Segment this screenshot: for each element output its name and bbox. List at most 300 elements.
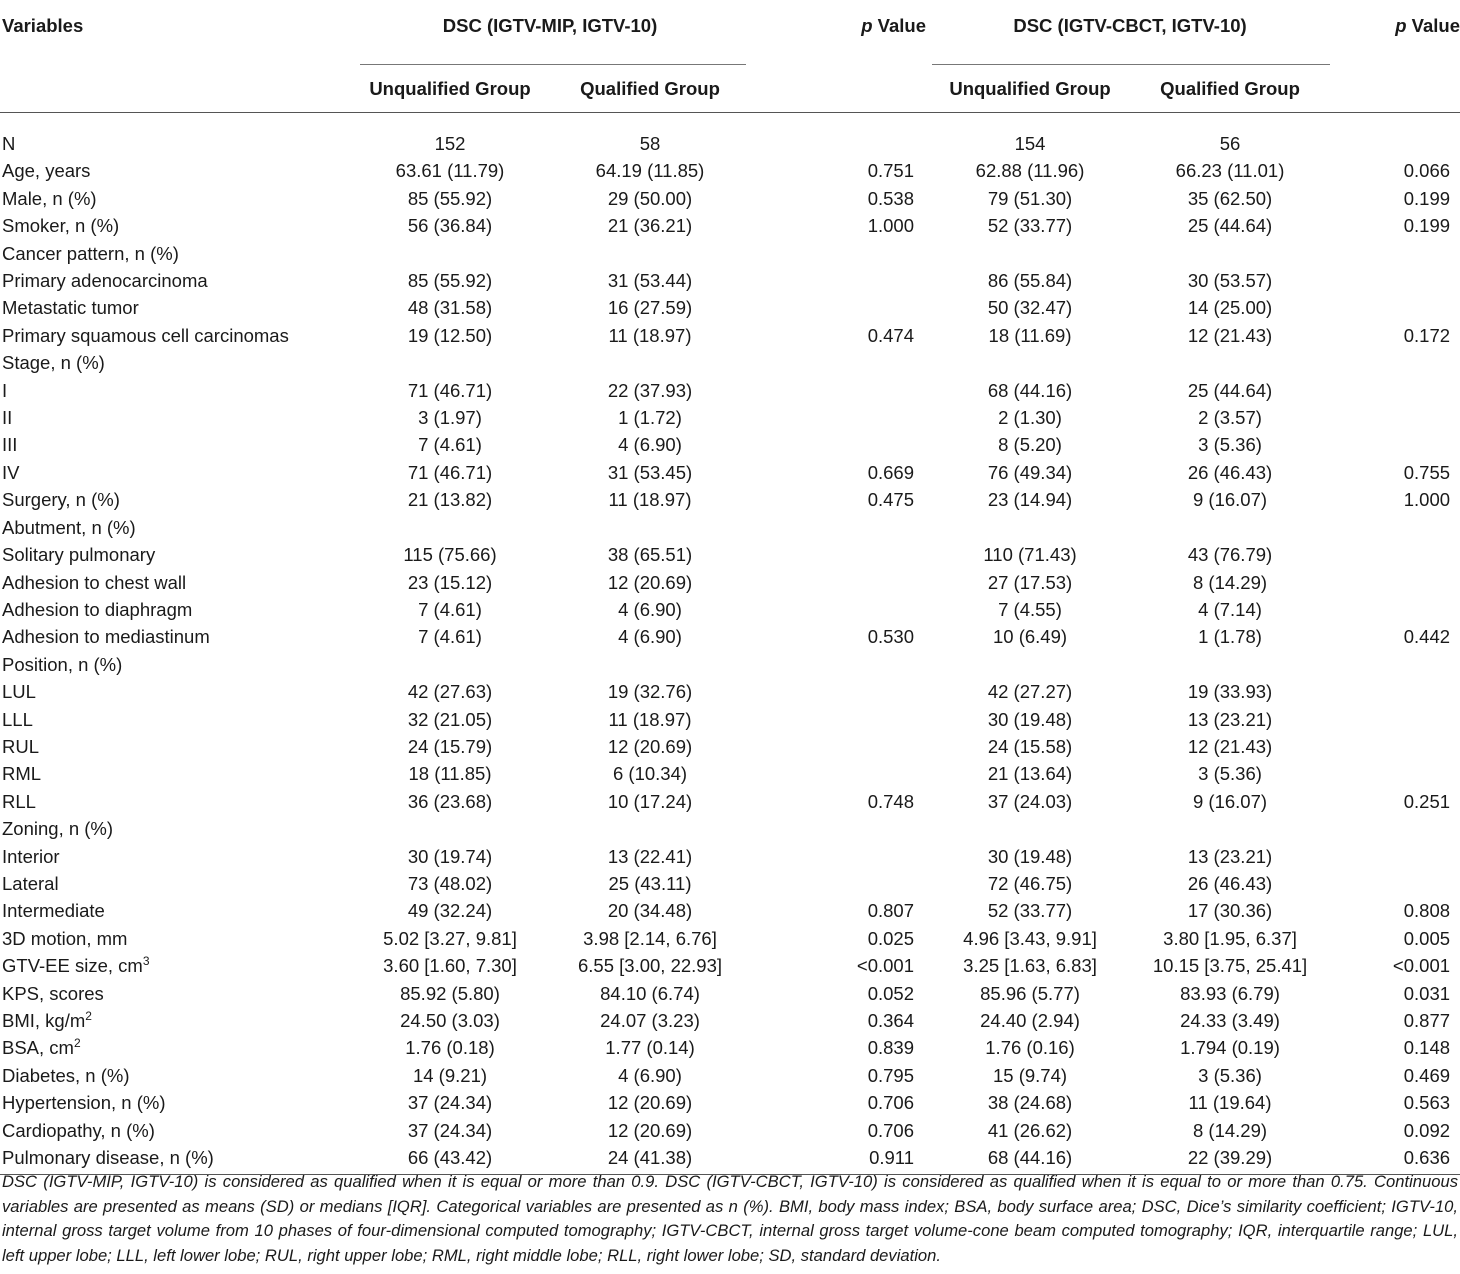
row-label-text: RLL — [2, 790, 36, 812]
header-unqualified-2: Unqualified Group — [930, 65, 1130, 113]
table-row — [0, 651, 1460, 678]
row-label-text: III — [2, 434, 18, 456]
table-row — [0, 185, 1460, 212]
cell-p2: 0.251 — [1403, 790, 1451, 812]
cell-q2: 10.15 [3.75, 25.41] — [1152, 955, 1308, 977]
cell-u1 — [350, 815, 550, 842]
row-label-text: Primary squamous cell carcinomas — [2, 324, 289, 346]
cell-q1: 4 (6.90) — [618, 598, 682, 620]
cell-u1: 56 (36.84) — [407, 215, 493, 237]
cell-p2 — [1330, 404, 1460, 431]
cell-u1: 71 (46.71) — [407, 461, 493, 483]
cell-u1: 7 (4.61) — [418, 434, 482, 456]
cell-p2: 0.005 — [1403, 927, 1451, 949]
cell-q2: 8 (14.29) — [1193, 571, 1268, 593]
row-label-text: BSA, cm — [2, 1037, 74, 1059]
cell-q2: 26 (46.43) — [1187, 461, 1273, 483]
cell-p2 — [1330, 294, 1460, 321]
row-label-text: Cancer pattern, n (%) — [2, 242, 179, 264]
row-label — [0, 1117, 350, 1144]
row-label — [0, 678, 350, 705]
cell-q1: 13 (22.41) — [607, 845, 693, 867]
p-value-word: Value — [872, 15, 927, 36]
cell-p1 — [750, 294, 930, 321]
row-label — [0, 706, 350, 733]
cell-q2: 12 (21.43) — [1187, 735, 1273, 757]
cell-p2 — [1330, 431, 1460, 458]
cell-u2: 8 (5.20) — [998, 434, 1062, 456]
cell-u2: 27 (17.53) — [987, 571, 1073, 593]
cell-u1: 23 (15.12) — [407, 571, 493, 593]
cell-p1 — [750, 267, 930, 294]
cell-u1: 14 (9.21) — [412, 1064, 488, 1086]
cell-p2: 1.000 — [1403, 489, 1451, 511]
row-label — [0, 760, 350, 787]
cell-q2: 25 (44.64) — [1187, 379, 1273, 401]
cell-q2: 1.794 (0.19) — [1180, 1037, 1280, 1059]
row-label-text: IV — [2, 461, 20, 483]
header-group-cbct-label: DSC (IGTV-CBCT, IGTV-10) — [1013, 15, 1247, 36]
table-row — [0, 377, 1460, 404]
cell-u2: 18 (11.69) — [988, 324, 1072, 346]
cell-q2: 66.23 (11.01) — [1175, 160, 1285, 182]
cell-p1 — [750, 815, 930, 842]
row-label — [0, 486, 350, 513]
row-label-text: Age, years — [2, 160, 91, 182]
cell-p1 — [750, 377, 930, 404]
p-symbol: p — [861, 15, 873, 36]
row-label — [0, 1034, 350, 1061]
row-label — [0, 843, 350, 870]
cell-q1: 3.98 [2.14, 6.76] — [583, 927, 717, 949]
cell-q2: 14 (25.00) — [1187, 297, 1273, 319]
header-variables: Variables — [2, 15, 84, 36]
cell-u1: 36 (23.68) — [407, 790, 493, 812]
row-label — [0, 596, 350, 623]
table-row — [0, 322, 1460, 349]
cell-u1 — [350, 514, 550, 541]
row-label-text: RML — [2, 763, 42, 785]
cell-q1: 19 (32.76) — [607, 681, 693, 703]
cell-u2: 72 (46.75) — [987, 872, 1073, 894]
cell-u2: 1.76 (0.16) — [985, 1037, 1075, 1059]
row-label — [0, 431, 350, 458]
cell-q2: 9 (16.07) — [1193, 489, 1268, 511]
cell-u2: 4.96 [3.43, 9.91] — [963, 927, 1097, 949]
cell-q2: 25 (44.64) — [1187, 215, 1273, 237]
row-label — [0, 623, 350, 650]
table-row — [0, 212, 1460, 239]
row-label-text: 3D motion, mm — [2, 927, 128, 949]
table-row — [0, 431, 1460, 458]
cell-p2: 0.148 — [1403, 1037, 1451, 1059]
row-label — [0, 404, 350, 431]
cell-u2 — [930, 651, 1130, 678]
cell-q2: 11 (19.64) — [1188, 1092, 1272, 1114]
row-label — [0, 651, 350, 678]
cell-q2: 3 (5.36) — [1198, 1064, 1262, 1086]
row-label-text: LLL — [2, 708, 33, 730]
cell-q1: 31 (53.44) — [607, 270, 693, 292]
table-row — [0, 952, 1460, 979]
cell-u1: 37 (24.34) — [407, 1119, 493, 1141]
row-label-text: KPS, scores — [2, 982, 104, 1004]
cell-q2: 13 (23.21) — [1187, 708, 1273, 730]
cell-q1: 22 (37.93) — [607, 379, 693, 401]
table-row — [0, 788, 1460, 815]
cell-q1: 58 — [639, 133, 661, 154]
table-row — [0, 897, 1460, 924]
cell-p2 — [1330, 541, 1460, 568]
cell-u1 — [350, 349, 550, 376]
cell-u2: 68 (44.16) — [930, 1144, 1130, 1175]
cell-p2 — [1330, 760, 1460, 787]
cell-q1 — [550, 815, 750, 842]
cell-u2: 10 (6.49) — [992, 626, 1068, 648]
cell-p1: 0.475 — [867, 489, 915, 511]
row-label — [0, 514, 350, 541]
cell-q1 — [550, 514, 750, 541]
row-label — [0, 925, 350, 952]
row-label-text: N — [2, 133, 16, 154]
cell-u2: 52 (33.77) — [987, 900, 1073, 922]
table-row — [0, 349, 1460, 376]
cell-q1: 24 (41.38) — [550, 1144, 750, 1175]
cell-p1 — [750, 651, 930, 678]
cell-p1 — [750, 431, 930, 458]
cell-q2 — [1130, 815, 1330, 842]
table-row — [0, 404, 1460, 431]
cell-u1: 152 — [434, 133, 466, 154]
table-row — [0, 157, 1460, 184]
cell-u2: 37 (24.03) — [987, 790, 1073, 812]
cell-q2: 43 (76.79) — [1187, 544, 1273, 566]
cell-q2: 13 (23.21) — [1187, 845, 1273, 867]
table-row — [0, 294, 1460, 321]
header-p-value-2 — [1330, 0, 1460, 65]
cell-p1: 0.706 — [867, 1092, 915, 1114]
row-label-text: II — [2, 407, 13, 429]
row-label-text: Primary adenocarcinoma — [2, 270, 208, 292]
cell-p2 — [1330, 569, 1460, 596]
row-label-text: I — [2, 379, 8, 401]
cell-q1: 6.55 [3.00, 22.93] — [578, 955, 723, 977]
cell-q2: 8 (14.29) — [1193, 1119, 1268, 1141]
table-body — [0, 113, 1460, 1175]
cell-u2: 76 (49.34) — [987, 461, 1073, 483]
cell-u1: 42 (27.63) — [407, 681, 493, 703]
row-label-text: Solitary pulmonary — [2, 544, 156, 566]
cell-q2: 12 (21.43) — [1187, 324, 1273, 346]
cell-p1 — [750, 733, 930, 760]
header-group-mip-label: DSC (IGTV-MIP, IGTV-10) — [442, 15, 658, 36]
cell-p2: 0.469 — [1403, 1064, 1451, 1086]
cell-p2 — [1330, 651, 1460, 678]
cell-q1: 21 (36.21) — [607, 215, 693, 237]
cell-q2 — [1130, 240, 1330, 267]
table-row — [0, 113, 1460, 158]
cell-q2: 2 (3.57) — [1198, 407, 1262, 429]
row-label-text: BMI, kg/m — [2, 1010, 86, 1031]
cell-p2 — [1330, 349, 1460, 376]
table-row — [0, 596, 1460, 623]
cell-u1: 24.50 (3.03) — [400, 1010, 500, 1031]
row-label-superscript: 3 — [142, 954, 150, 969]
cell-q1: 11 (18.97) — [608, 708, 692, 730]
row-label-superscript: 2 — [85, 1009, 92, 1023]
cell-u2 — [930, 514, 1130, 541]
row-label-text: Cardiopathy, n (%) — [2, 1119, 155, 1141]
table-row — [0, 1062, 1460, 1089]
cell-q1 — [550, 240, 750, 267]
cell-u1: 3.60 [1.60, 7.30] — [383, 955, 517, 977]
table-row — [0, 623, 1460, 650]
cell-u1: 18 (11.85) — [408, 763, 492, 785]
cell-p1: 0.364 — [867, 1010, 915, 1031]
table-row — [0, 980, 1460, 1007]
cell-u2: 110 (71.43) — [983, 544, 1077, 566]
cell-q1: 1.77 (0.14) — [605, 1037, 695, 1059]
row-label-text: Position, n (%) — [2, 653, 123, 675]
table-row — [0, 240, 1460, 267]
cell-p2: <0.001 — [1392, 955, 1451, 977]
cell-u1: 115 (75.66) — [403, 544, 497, 566]
cell-u1: 63.61 (11.79) — [395, 160, 505, 182]
cell-q1: 11 (18.97) — [608, 324, 692, 346]
cell-u2: 15 (9.74) — [992, 1064, 1068, 1086]
row-label-text: Adhesion to diaphragm — [2, 598, 193, 620]
cell-p2: 0.636 — [1330, 1144, 1460, 1175]
cell-u2: 30 (19.48) — [987, 845, 1073, 867]
cell-q2: 26 (46.43) — [1187, 872, 1273, 894]
cell-p2: 0.066 — [1403, 160, 1451, 182]
row-label-text: Abutment, n (%) — [2, 516, 136, 538]
p-symbol: p — [1395, 15, 1407, 36]
cell-p2: 0.442 — [1403, 626, 1451, 648]
row-label — [0, 815, 350, 842]
row-label-text: Intermediate — [2, 900, 105, 922]
cell-p1: 0.807 — [867, 900, 915, 922]
cell-p1 — [750, 541, 930, 568]
row-label-text: Smoker, n (%) — [2, 215, 120, 237]
cell-q1: 20 (34.48) — [607, 900, 693, 922]
cell-q1: 12 (20.69) — [607, 1119, 693, 1141]
cell-u2: 3.25 [1.63, 6.83] — [963, 955, 1097, 977]
table-row — [0, 760, 1460, 787]
row-label-text: Hypertension, n (%) — [2, 1092, 166, 1114]
cell-u1: 48 (31.58) — [407, 297, 493, 319]
cell-p2: 0.199 — [1403, 187, 1451, 209]
p-value-word: Value — [1406, 15, 1460, 36]
cell-u1: 66 (43.42) — [350, 1144, 550, 1175]
cell-u2: 7 (4.55) — [998, 598, 1062, 620]
cell-u1: 49 (32.24) — [407, 900, 493, 922]
cell-q2: 3 (5.36) — [1198, 763, 1262, 785]
table-header — [0, 0, 1460, 113]
cell-p1: 0.751 — [867, 160, 915, 182]
cell-p1: 0.911 — [750, 1144, 930, 1175]
cell-p1 — [750, 240, 930, 267]
cell-u2 — [930, 815, 1130, 842]
cell-p2 — [1330, 240, 1460, 267]
cell-q2 — [1130, 514, 1330, 541]
cell-p2: 0.031 — [1403, 982, 1451, 1004]
header-group-mip-rule — [360, 64, 746, 65]
table-row — [0, 541, 1460, 568]
cell-u2: 86 (55.84) — [987, 270, 1073, 292]
cell-u1: 30 (19.74) — [407, 845, 493, 867]
header-p-value-1 — [750, 0, 930, 65]
cell-u2: 23 (14.94) — [987, 489, 1073, 511]
cell-p1 — [750, 678, 930, 705]
cell-u2: 41 (26.62) — [987, 1119, 1073, 1141]
cell-q1: 4 (6.90) — [618, 1064, 682, 1086]
cell-p2: 0.199 — [1403, 215, 1451, 237]
row-label — [0, 1007, 350, 1034]
table-row — [0, 733, 1460, 760]
table-row — [0, 843, 1460, 870]
cell-p2: 0.877 — [1403, 1010, 1451, 1031]
cell-p1: 0.052 — [867, 982, 915, 1004]
row-label-text: Stage, n (%) — [2, 352, 105, 374]
cell-p2 — [1330, 733, 1460, 760]
header-unqualified-1: Unqualified Group — [350, 65, 550, 113]
row-label-text: GTV-EE size, cm — [2, 955, 143, 977]
cell-p2 — [1330, 377, 1460, 404]
table-row — [0, 706, 1460, 733]
cell-p2 — [1330, 706, 1460, 733]
cell-q2: 9 (16.07) — [1193, 790, 1268, 812]
row-label — [0, 1062, 350, 1089]
cell-q2: 24.33 (3.49) — [1180, 1010, 1280, 1031]
cell-u2: 62.88 (11.96) — [975, 160, 1085, 182]
row-label — [0, 267, 350, 294]
row-label — [0, 240, 350, 267]
row-label — [0, 870, 350, 897]
table-row — [0, 925, 1460, 952]
cell-q1: 1 (1.72) — [618, 407, 682, 429]
row-label-text: LUL — [2, 681, 36, 703]
table-row — [0, 1007, 1460, 1034]
row-label-text: Diabetes, n (%) — [2, 1064, 130, 1086]
row-label-text: Pulmonary disease, n (%) — [2, 1147, 214, 1169]
cell-q1: 29 (50.00) — [607, 187, 693, 209]
row-label — [0, 1089, 350, 1116]
header-group-cbct — [930, 0, 1330, 65]
table-row — [0, 678, 1460, 705]
cell-p1: 0.839 — [867, 1037, 915, 1059]
row-label-text: Surgery, n (%) — [2, 489, 120, 511]
cell-u2: 154 — [1014, 133, 1046, 154]
header-qualified-2: Qualified Group — [1130, 65, 1330, 113]
cell-p2 — [1330, 815, 1460, 842]
cell-u1 — [350, 240, 550, 267]
table-footnote: DSC (IGTV-MIP, IGTV-10) is considered as qualified when it is equal or more than 0.9. DSC (IGTV-CBCT, IGTV-10) is considered as qualified when it is equal to or more than 0.75. Continuous variables are presented as means (SD) or medians [IQR]. Categorical variables are presented as n (%). BMI, body mass index; BSA, body surface area; DSC, Dice’s similarity coefficient; IGTV-10, internal gross target volume from 10 phases of four-dimensional computed tomography; IGTV-CBCT, internal gross target volume-cone beam computed tomography; IQR, interquartile range; LUL, left upper lobe; LLL, left lower lobe; RUL, right upper lobe; RML, right middle lobe; RLL, right lower lobe; SD, standard deviation. — [2, 1172, 1458, 1265]
cell-p2 — [1330, 870, 1460, 897]
cell-q1: 4 (6.90) — [618, 626, 682, 648]
row-label — [0, 294, 350, 321]
cell-u2: 24.40 (2.94) — [980, 1010, 1080, 1031]
header-blank — [0, 65, 350, 113]
row-label — [0, 952, 350, 979]
cell-u1: 19 (12.50) — [407, 324, 493, 346]
cell-q2 — [1130, 651, 1330, 678]
row-label — [0, 212, 350, 239]
table-row — [0, 459, 1460, 486]
cell-p1: 0.025 — [867, 927, 915, 949]
cell-p1 — [750, 596, 930, 623]
row-label — [0, 157, 350, 184]
row-label-text: Lateral — [2, 872, 59, 894]
cell-q1: 4 (6.90) — [618, 434, 682, 456]
cell-p2: 0.092 — [1403, 1119, 1451, 1141]
cell-q1: 6 (10.34) — [612, 763, 688, 785]
cell-p1 — [750, 113, 930, 158]
cell-q1: 12 (20.69) — [607, 571, 693, 593]
cell-p2 — [1330, 678, 1460, 705]
cell-p2 — [1330, 843, 1460, 870]
cell-q2: 56 — [1219, 133, 1241, 154]
cell-p2: 0.808 — [1403, 900, 1451, 922]
cell-p2: 0.563 — [1403, 1092, 1451, 1114]
table-row — [0, 1034, 1460, 1061]
header-group-mip — [350, 0, 750, 65]
cell-u1: 1.76 (0.18) — [405, 1037, 495, 1059]
row-label — [0, 980, 350, 1007]
cell-u1: 85 (55.92) — [407, 270, 493, 292]
cell-p1: 0.669 — [867, 461, 915, 483]
cell-p1: <0.001 — [856, 955, 915, 977]
header-blank — [1330, 65, 1460, 113]
cell-u1: 3 (1.97) — [418, 407, 482, 429]
cell-p1: 0.748 — [867, 790, 915, 812]
header-group-cbct-rule — [932, 64, 1330, 65]
cell-q2: 83.93 (6.79) — [1180, 982, 1280, 1004]
cell-p1: 0.538 — [867, 187, 915, 209]
cell-u2: 79 (51.30) — [987, 187, 1073, 209]
cell-p1: 0.706 — [867, 1119, 915, 1141]
cell-p2: 0.755 — [1403, 461, 1451, 483]
cell-u1: 85.92 (5.80) — [400, 982, 500, 1004]
cell-p1 — [750, 706, 930, 733]
cell-q1: 64.19 (11.85) — [595, 160, 705, 182]
cell-q2: 35 (62.50) — [1187, 187, 1273, 209]
row-label — [0, 733, 350, 760]
cell-u1: 32 (21.05) — [407, 708, 493, 730]
cell-u2: 2 (1.30) — [998, 407, 1062, 429]
cell-p1 — [750, 569, 930, 596]
cell-q1 — [550, 651, 750, 678]
cell-q1: 10 (17.24) — [607, 790, 693, 812]
cell-p1: 0.474 — [867, 324, 915, 346]
cell-q2: 3.80 [1.95, 6.37] — [1163, 927, 1297, 949]
header-blank — [750, 65, 930, 113]
cell-p2 — [1330, 596, 1460, 623]
cell-u2: 38 (24.68) — [987, 1092, 1073, 1114]
cell-q2: 22 (39.29) — [1130, 1144, 1330, 1175]
table-row — [0, 1117, 1460, 1144]
cell-p1 — [750, 870, 930, 897]
cell-u2 — [930, 240, 1130, 267]
cell-q1: 25 (43.11) — [608, 872, 692, 894]
cell-u1: 5.02 [3.27, 9.81] — [383, 927, 517, 949]
row-label — [0, 459, 350, 486]
cell-q1: 84.10 (6.74) — [600, 982, 700, 1004]
cell-u2: 21 (13.64) — [987, 763, 1073, 785]
cell-u2: 50 (32.47) — [987, 297, 1073, 319]
table-row — [0, 1089, 1460, 1116]
row-label — [0, 541, 350, 568]
